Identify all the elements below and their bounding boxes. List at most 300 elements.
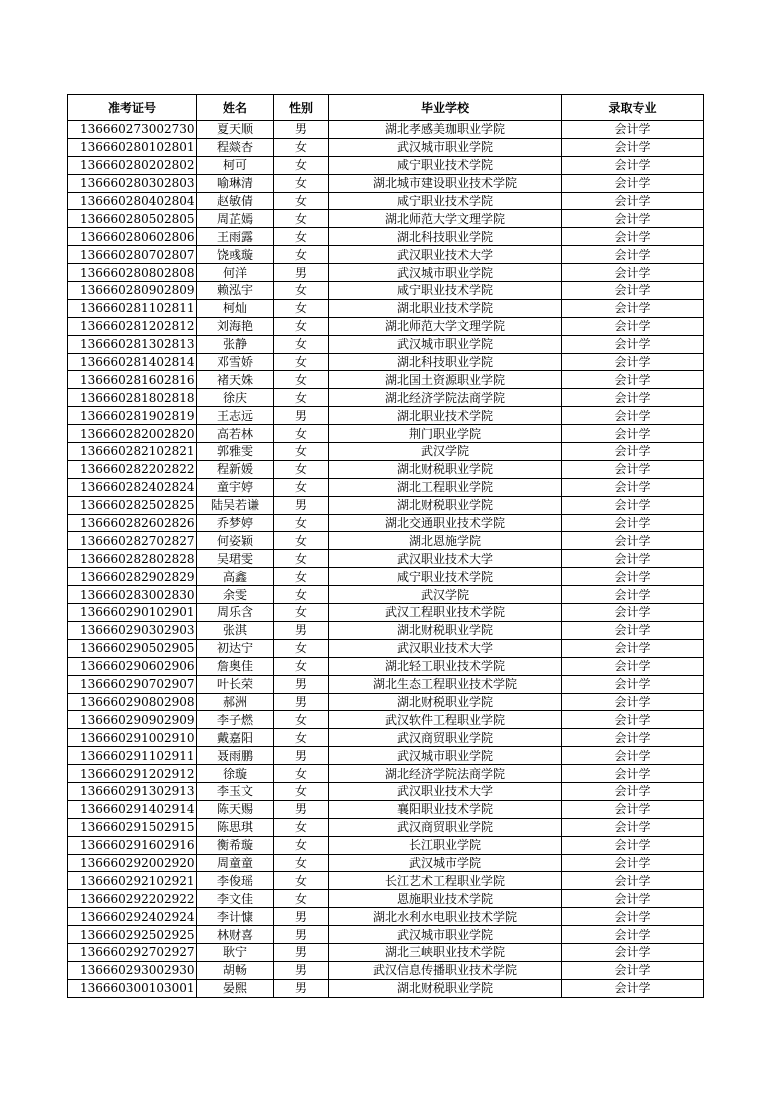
table-row [68,353,704,371]
gender-cell: 男 [274,908,329,926]
name-cell: 晏熙 [197,979,274,997]
gender-cell: 女 [274,299,329,317]
major-cell: 会计学 [562,460,704,478]
table-body [68,121,704,998]
table-row [68,460,704,478]
major-cell: 会计学 [562,943,704,961]
header-exam-id: 准考证号 [68,95,197,121]
name-cell: 詹奥佳 [197,657,274,675]
gender-cell: 女 [274,425,329,443]
major-cell: 会计学 [562,639,704,657]
table-row [68,210,704,228]
table-row [68,282,704,300]
major-cell: 会计学 [562,657,704,675]
gender-cell: 女 [274,550,329,568]
major-cell: 会计学 [562,282,704,300]
gender-cell: 女 [274,729,329,747]
major-cell: 会计学 [562,264,704,282]
name-cell: 邓雪娇 [197,353,274,371]
major-cell: 会计学 [562,604,704,622]
table-row [68,192,704,210]
name-cell: 饶彧璇 [197,246,274,264]
exam-id-cell: 136660282102821 [68,443,197,461]
gender-cell: 女 [274,443,329,461]
gender-cell: 女 [274,228,329,246]
school-cell: 湖北经济学院法商学院 [329,765,562,783]
table-row [68,639,704,657]
exam-id-cell: 136660291002910 [68,729,197,747]
table-row [68,121,704,139]
major-cell: 会计学 [562,228,704,246]
table-row [68,908,704,926]
table-row [68,943,704,961]
major-cell: 会计学 [562,514,704,532]
school-cell: 湖北国土资源职业学院 [329,371,562,389]
exam-id-cell: 136660280302803 [68,174,197,192]
gender-cell: 女 [274,174,329,192]
name-cell: 李俊瑶 [197,872,274,890]
name-cell: 陈天赐 [197,800,274,818]
table-row [68,890,704,908]
major-cell: 会计学 [562,854,704,872]
name-cell: 聂雨鹏 [197,747,274,765]
exam-id-cell: 136660281402814 [68,353,197,371]
school-cell: 湖北职业技术学院 [329,407,562,425]
table-row [68,657,704,675]
name-cell: 胡畅 [197,961,274,979]
name-cell: 周童童 [197,854,274,872]
exam-id-cell: 136660291402914 [68,800,197,818]
major-cell: 会计学 [562,371,704,389]
school-cell: 湖北师范大学文理学院 [329,210,562,228]
exam-id-cell: 136660292502925 [68,926,197,944]
school-cell: 长江职业学院 [329,836,562,854]
school-cell: 湖北经济学院法商学院 [329,389,562,407]
gender-cell: 女 [274,246,329,264]
table-row [68,425,704,443]
name-cell: 林财喜 [197,926,274,944]
gender-cell: 女 [274,657,329,675]
gender-cell: 女 [274,765,329,783]
gender-cell: 男 [274,747,329,765]
gender-cell: 女 [274,192,329,210]
exam-id-cell: 136660280602806 [68,228,197,246]
table-row [68,371,704,389]
table-row [68,264,704,282]
exam-id-cell: 136660281202812 [68,317,197,335]
gender-cell: 女 [274,514,329,532]
major-cell: 会计学 [562,246,704,264]
major-cell: 会计学 [562,621,704,639]
exam-id-cell: 136660281802818 [68,389,197,407]
exam-id-cell: 136660292702927 [68,943,197,961]
gender-cell: 男 [274,264,329,282]
gender-cell: 男 [274,961,329,979]
table-row [68,156,704,174]
name-cell: 耿宁 [197,943,274,961]
name-cell: 徐庆 [197,389,274,407]
major-cell: 会计学 [562,926,704,944]
name-cell: 郝洲 [197,693,274,711]
table-row [68,693,704,711]
table-row [68,604,704,622]
exam-id-cell: 136660291202912 [68,765,197,783]
table-row [68,782,704,800]
name-cell: 初达宁 [197,639,274,657]
gender-cell: 女 [274,872,329,890]
gender-cell: 男 [274,675,329,693]
gender-cell: 女 [274,371,329,389]
name-cell: 褚天姝 [197,371,274,389]
school-cell: 长江艺术工程职业学院 [329,872,562,890]
name-cell: 喻琳清 [197,174,274,192]
school-cell: 湖北三峡职业技术学院 [329,943,562,961]
major-cell: 会计学 [562,425,704,443]
major-cell: 会计学 [562,335,704,353]
gender-cell: 女 [274,138,329,156]
gender-cell: 男 [274,800,329,818]
school-cell: 湖北财税职业学院 [329,496,562,514]
school-cell: 武汉商贸职业学院 [329,729,562,747]
major-cell: 会计学 [562,711,704,729]
major-cell: 会计学 [562,836,704,854]
gender-cell: 女 [274,890,329,908]
gender-cell: 女 [274,639,329,657]
major-cell: 会计学 [562,353,704,371]
exam-id-cell: 136660281602816 [68,371,197,389]
name-cell: 程燚杏 [197,138,274,156]
table-row [68,711,704,729]
exam-id-cell: 136660282602826 [68,514,197,532]
name-cell: 周芷嫣 [197,210,274,228]
school-cell: 湖北财税职业学院 [329,979,562,997]
table-row [68,621,704,639]
table-row [68,872,704,890]
name-cell: 柯可 [197,156,274,174]
exam-id-cell: 136660281102811 [68,299,197,317]
major-cell: 会计学 [562,890,704,908]
exam-id-cell: 136660292102921 [68,872,197,890]
table-row [68,228,704,246]
major-cell: 会计学 [562,407,704,425]
table-row [68,514,704,532]
major-cell: 会计学 [562,443,704,461]
header-gender: 性别 [274,95,329,121]
table-row [68,854,704,872]
table-row [68,407,704,425]
name-cell: 王志远 [197,407,274,425]
table-row [68,675,704,693]
major-cell: 会计学 [562,586,704,604]
school-cell: 湖北科技职业学院 [329,353,562,371]
gender-cell: 女 [274,317,329,335]
school-cell: 湖北孝感美珈职业学院 [329,121,562,139]
name-cell: 刘海艳 [197,317,274,335]
name-cell: 郭雅雯 [197,443,274,461]
exam-id-cell: 136660280702807 [68,246,197,264]
table-row [68,138,704,156]
school-cell: 武汉学院 [329,586,562,604]
exam-id-cell: 136660292402924 [68,908,197,926]
name-cell: 吴珺雯 [197,550,274,568]
name-cell: 李子燃 [197,711,274,729]
table-row [68,550,704,568]
gender-cell: 女 [274,210,329,228]
table-row [68,729,704,747]
table-row [68,478,704,496]
name-cell: 童宇婷 [197,478,274,496]
school-cell: 咸宁职业技术学院 [329,192,562,210]
school-cell: 襄阳职业技术学院 [329,800,562,818]
table-row [68,979,704,997]
name-cell: 张淇 [197,621,274,639]
exam-id-cell: 136660290702907 [68,675,197,693]
exam-id-cell: 136660291602916 [68,836,197,854]
admission-table [67,94,704,998]
major-cell: 会计学 [562,210,704,228]
name-cell: 叶长荣 [197,675,274,693]
header-name: 姓名 [197,95,274,121]
gender-cell: 女 [274,604,329,622]
major-cell: 会计学 [562,192,704,210]
major-cell: 会计学 [562,550,704,568]
name-cell: 陈思琪 [197,818,274,836]
school-cell: 湖北轻工职业技术学院 [329,657,562,675]
exam-id-cell: 136660273002730 [68,121,197,139]
major-cell: 会计学 [562,961,704,979]
exam-id-cell: 136660291302913 [68,782,197,800]
name-cell: 陆吴若谦 [197,496,274,514]
name-cell: 衡希璇 [197,836,274,854]
table-row [68,818,704,836]
gender-cell: 男 [274,121,329,139]
school-cell: 咸宁职业技术学院 [329,282,562,300]
major-cell: 会计学 [562,872,704,890]
school-cell: 武汉学院 [329,443,562,461]
exam-id-cell: 136660290302903 [68,621,197,639]
name-cell: 徐璇 [197,765,274,783]
school-cell: 湖北生态工程职业技术学院 [329,675,562,693]
school-cell: 湖北职业技术学院 [329,299,562,317]
school-cell: 湖北工程职业学院 [329,478,562,496]
exam-id-cell: 136660291502915 [68,818,197,836]
gender-cell: 女 [274,568,329,586]
major-cell: 会计学 [562,389,704,407]
exam-id-cell: 136660292202922 [68,890,197,908]
school-cell: 湖北城市建设职业技术学院 [329,174,562,192]
exam-id-cell: 136660282202822 [68,460,197,478]
gender-cell: 女 [274,335,329,353]
exam-id-cell: 136660300103001 [68,979,197,997]
school-cell: 武汉城市学院 [329,854,562,872]
major-cell: 会计学 [562,693,704,711]
gender-cell: 女 [274,854,329,872]
exam-id-cell: 136660290902909 [68,711,197,729]
major-cell: 会计学 [562,156,704,174]
school-cell: 咸宁职业技术学院 [329,156,562,174]
gender-cell: 女 [274,389,329,407]
school-cell: 武汉职业技术大学 [329,782,562,800]
major-cell: 会计学 [562,496,704,514]
major-cell: 会计学 [562,568,704,586]
school-cell: 湖北财税职业学院 [329,460,562,478]
major-cell: 会计学 [562,478,704,496]
school-cell: 武汉城市职业学院 [329,747,562,765]
table-row [68,747,704,765]
table-row [68,926,704,944]
school-cell: 湖北恩施学院 [329,532,562,550]
gender-cell: 女 [274,478,329,496]
major-cell: 会计学 [562,675,704,693]
exam-id-cell: 136660290602906 [68,657,197,675]
major-cell: 会计学 [562,121,704,139]
table-row [68,586,704,604]
table-row [68,389,704,407]
major-cell: 会计学 [562,174,704,192]
gender-cell: 女 [274,532,329,550]
gender-cell: 男 [274,407,329,425]
exam-id-cell: 136660290102901 [68,604,197,622]
gender-cell: 男 [274,496,329,514]
major-cell: 会计学 [562,138,704,156]
name-cell: 何姿颖 [197,532,274,550]
major-cell: 会计学 [562,532,704,550]
table-row [68,532,704,550]
table-row [68,836,704,854]
school-cell: 武汉城市职业学院 [329,335,562,353]
gender-cell: 女 [274,818,329,836]
school-cell: 湖北师范大学文理学院 [329,317,562,335]
gender-cell: 男 [274,943,329,961]
major-cell: 会计学 [562,979,704,997]
school-cell: 恩施职业技术学院 [329,890,562,908]
name-cell: 周乐含 [197,604,274,622]
table-row [68,765,704,783]
name-cell: 余雯 [197,586,274,604]
table-row [68,335,704,353]
name-cell: 柯灿 [197,299,274,317]
major-cell: 会计学 [562,818,704,836]
exam-id-cell: 136660280902809 [68,282,197,300]
table-row [68,246,704,264]
exam-id-cell: 136660280202802 [68,156,197,174]
exam-id-cell: 136660280502805 [68,210,197,228]
major-cell: 会计学 [562,729,704,747]
gender-cell: 女 [274,460,329,478]
name-cell: 李玉文 [197,782,274,800]
table-row [68,299,704,317]
school-cell: 咸宁职业技术学院 [329,568,562,586]
exam-id-cell: 136660290802908 [68,693,197,711]
name-cell: 乔梦婷 [197,514,274,532]
name-cell: 程新媛 [197,460,274,478]
major-cell: 会计学 [562,800,704,818]
major-cell: 会计学 [562,782,704,800]
table-row [68,568,704,586]
school-cell: 武汉城市职业学院 [329,264,562,282]
exam-id-cell: 136660290502905 [68,639,197,657]
exam-id-cell: 136660282502825 [68,496,197,514]
name-cell: 高鑫 [197,568,274,586]
exam-id-cell: 136660280102801 [68,138,197,156]
major-cell: 会计学 [562,765,704,783]
exam-id-cell: 136660280402804 [68,192,197,210]
exam-id-cell: 136660291102911 [68,747,197,765]
exam-id-cell: 136660282402824 [68,478,197,496]
name-cell: 李文佳 [197,890,274,908]
exam-id-cell: 136660292002920 [68,854,197,872]
gender-cell: 女 [274,836,329,854]
school-cell: 武汉工程职业技术学院 [329,604,562,622]
school-cell: 武汉职业技术大学 [329,639,562,657]
gender-cell: 男 [274,621,329,639]
name-cell: 赖泓宇 [197,282,274,300]
header-school: 毕业学校 [329,95,562,121]
exam-id-cell: 136660281902819 [68,407,197,425]
gender-cell: 女 [274,782,329,800]
gender-cell: 女 [274,711,329,729]
table-row [68,174,704,192]
header-row [68,95,704,121]
exam-id-cell: 136660282702827 [68,532,197,550]
name-cell: 王雨露 [197,228,274,246]
name-cell: 高若林 [197,425,274,443]
name-cell: 赵敏倩 [197,192,274,210]
exam-id-cell: 136660280802808 [68,264,197,282]
table-row [68,443,704,461]
name-cell: 张静 [197,335,274,353]
school-cell: 武汉商贸职业学院 [329,818,562,836]
exam-id-cell: 136660282002820 [68,425,197,443]
name-cell: 戴嘉阳 [197,729,274,747]
name-cell: 何洋 [197,264,274,282]
school-cell: 湖北科技职业学院 [329,228,562,246]
school-cell: 湖北财税职业学院 [329,693,562,711]
school-cell: 湖北交通职业技术学院 [329,514,562,532]
gender-cell: 女 [274,156,329,174]
exam-id-cell: 136660281302813 [68,335,197,353]
school-cell: 武汉软件工程职业学院 [329,711,562,729]
major-cell: 会计学 [562,908,704,926]
exam-id-cell: 136660293002930 [68,961,197,979]
major-cell: 会计学 [562,299,704,317]
major-cell: 会计学 [562,317,704,335]
table-row [68,800,704,818]
school-cell: 武汉职业技术大学 [329,550,562,568]
school-cell: 湖北水利水电职业技术学院 [329,908,562,926]
table-row [68,317,704,335]
school-cell: 湖北财税职业学院 [329,621,562,639]
exam-id-cell: 136660282802828 [68,550,197,568]
major-cell: 会计学 [562,747,704,765]
gender-cell: 女 [274,353,329,371]
school-cell: 荆门职业学院 [329,425,562,443]
name-cell: 夏天顺 [197,121,274,139]
name-cell: 李计慷 [197,908,274,926]
table-row [68,961,704,979]
exam-id-cell: 136660282902829 [68,568,197,586]
school-cell: 武汉信息传播职业技术学院 [329,961,562,979]
school-cell: 武汉城市职业学院 [329,138,562,156]
table-row [68,496,704,514]
school-cell: 武汉城市职业学院 [329,926,562,944]
gender-cell: 男 [274,693,329,711]
gender-cell: 男 [274,926,329,944]
school-cell: 武汉职业技术大学 [329,246,562,264]
exam-id-cell: 136660283002830 [68,586,197,604]
gender-cell: 女 [274,282,329,300]
gender-cell: 男 [274,979,329,997]
